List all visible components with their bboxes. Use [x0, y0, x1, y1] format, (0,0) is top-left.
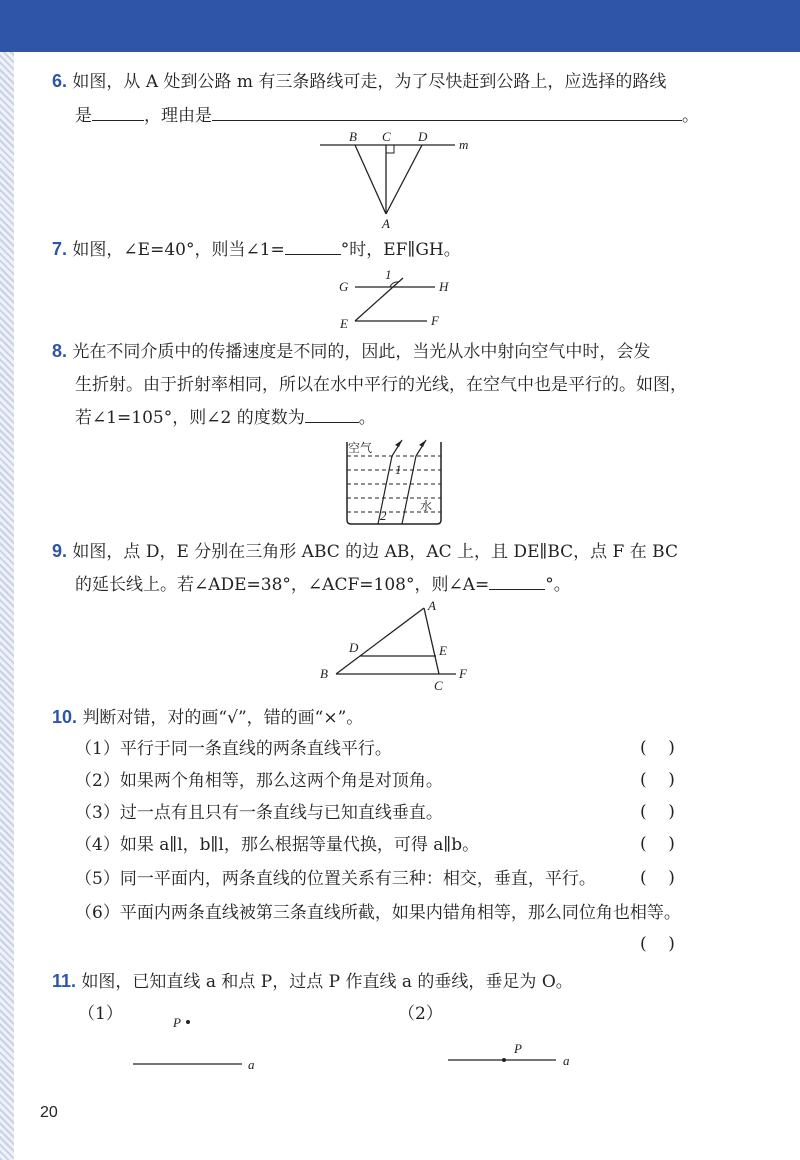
q9-number: 9. — [52, 541, 68, 561]
q6-line2 — [75, 104, 699, 127]
q9-label-C: C — [434, 678, 443, 692]
q10-intro: 判断对错，对的画“√”，错的画“×”。 — [82, 708, 364, 728]
q10-item-3: （3）过一点有且只有一条直线与已知直线垂直。 — [75, 803, 443, 823]
q8-label-air: 空气 — [348, 441, 373, 455]
q8-angle-blank[interactable] — [305, 406, 359, 423]
q6-label-B: B — [349, 129, 357, 144]
q10-answer-1[interactable]: ( ) — [640, 738, 675, 758]
q6-line1 — [52, 70, 666, 93]
q11-1-point-P — [186, 1020, 190, 1024]
q11-2-point-P — [502, 1058, 506, 1062]
q8-number: 8. — [52, 341, 68, 361]
q6-label-D: D — [418, 129, 428, 144]
q10-item-4: （4）如果 a∥l，b∥l，那么根据等量代换，可得 a∥b。 — [75, 835, 480, 855]
q6-label-m: m — [459, 137, 469, 152]
q9-line2 — [75, 573, 571, 596]
q10-number: 10. — [52, 707, 78, 727]
q9-figure — [316, 596, 476, 692]
q11-subpart-1-label: （1） — [78, 1004, 123, 1024]
q8-label-water: 水 — [420, 499, 433, 513]
q9-label-F: F — [459, 666, 467, 681]
q8-label-2: 2 — [380, 508, 387, 523]
page-edge-pattern — [0, 52, 14, 1160]
q6-label-C: C — [382, 129, 391, 144]
q8-label-1: 1 — [395, 462, 402, 477]
q8-ray-arrow-2 — [419, 440, 426, 447]
q10-answer-2[interactable]: ( ) — [640, 770, 675, 790]
q7-label-G: G — [339, 279, 349, 294]
q7-label-E: E — [340, 316, 348, 331]
q11-2-label-a: a — [563, 1053, 570, 1068]
q9-label-D: D — [349, 640, 359, 655]
q7-angle-blank[interactable] — [285, 238, 341, 255]
q6-text-line2b: ，理由是 — [144, 106, 212, 126]
q6-text-line2a: 是 — [75, 106, 92, 126]
q11-figure-1 — [125, 1005, 275, 1077]
q10-item-2: （2）如果两个角相等，那么这两个角是对顶角。 — [75, 771, 443, 791]
q7-text-a: 如图，∠E=40°，则当∠1= — [72, 240, 285, 260]
q8-line1 — [52, 340, 650, 363]
q10-intro-line — [52, 706, 363, 729]
q11-figure-2 — [440, 1035, 590, 1077]
q7-transversal — [355, 278, 403, 321]
q6-right-angle-mark — [386, 145, 394, 153]
q9-label-A: A — [428, 598, 436, 613]
q10-answer-4[interactable]: ( ) — [640, 834, 675, 854]
q10-item-5: （5）同一平面内，两条直线的位置关系有三种：相交，垂直，平行。 — [75, 869, 596, 889]
q11-number: 11. — [52, 971, 77, 991]
q7-label-H: H — [439, 279, 449, 294]
q10-item-1: （1）平行于同一条直线的两条直线平行。 — [75, 739, 392, 759]
q10-answer-5[interactable]: ( ) — [640, 868, 675, 888]
q9-angle-blank[interactable] — [489, 573, 545, 590]
q6-route-AD — [386, 145, 422, 214]
page-number: 20 — [40, 1104, 58, 1121]
q7-number: 7. — [52, 239, 68, 259]
q8-text-line3b: 。 — [358, 408, 376, 428]
q11-text: 如图，已知直线 a 和点 P，过点 P 作直线 a 的垂线，垂足为 O。 — [81, 972, 573, 992]
q6-figure — [315, 128, 485, 232]
q9-line1 — [52, 540, 678, 563]
q8-line3 — [75, 406, 376, 429]
q9-side-AC — [424, 608, 439, 674]
q8-text-line1: 光在不同介质中的传播速度是不同的，因此，当光从水中射向空气中时，会发 — [72, 342, 651, 362]
q9-label-B: B — [320, 666, 328, 681]
header-banner — [0, 0, 800, 52]
q8-text-line3a: 若∠1=105°，则∠2 的度数为 — [75, 408, 305, 428]
q6-text-line2c: 。 — [682, 106, 699, 126]
q10-answer-6[interactable]: ( ) — [640, 934, 675, 954]
q9-text-line1: 如图，点 D，E 分别在三角形 ABC 的边 AB，AC 上，且 DE∥BC，点 F 在 BC — [72, 542, 678, 562]
q11-2-label-P: P — [514, 1041, 522, 1056]
q8-text-line2: 生折射。由于折射率相同，所以在水中平行的光线，在空气中也是平行的。如图， — [75, 375, 687, 395]
q9-label-E: E — [439, 643, 447, 658]
q11-1-label-P: P — [173, 1015, 181, 1030]
q11-1-label-a: a — [248, 1057, 255, 1072]
q7-text-b: °时，EF∥GH。 — [340, 240, 461, 260]
q6-text-line1: 如图，从 A 处到公路 m 有三条路线可走，为了尽快赶到公路上，应选择的路线 — [72, 72, 667, 92]
q6-route-blank[interactable] — [92, 104, 144, 121]
q11-subpart-2-label: （2） — [398, 1004, 443, 1024]
q8-figure — [340, 436, 452, 528]
q6-route-AB — [355, 145, 386, 214]
q6-number: 6. — [52, 71, 68, 91]
q7-label-F: F — [431, 313, 439, 328]
q10-item-6: （6）平面内两条直线被第三条直线所截，如果内错角相等，那么同位角也相等。 — [75, 903, 681, 923]
q7-label-1: 1 — [385, 267, 392, 282]
q10-answer-3[interactable]: ( ) — [640, 802, 675, 822]
q11-line — [52, 970, 573, 993]
q8-ray-arrow-1 — [395, 440, 402, 447]
q6-label-A: A — [382, 216, 390, 231]
q7-figure — [335, 266, 465, 332]
q9-text-line2a: 的延长线上。若∠ADE=38°，∠ACF=108°，则∠A= — [75, 575, 490, 595]
q6-reason-blank[interactable] — [212, 104, 682, 121]
q9-text-line2b: °。 — [545, 575, 571, 595]
q7-line — [52, 238, 461, 261]
